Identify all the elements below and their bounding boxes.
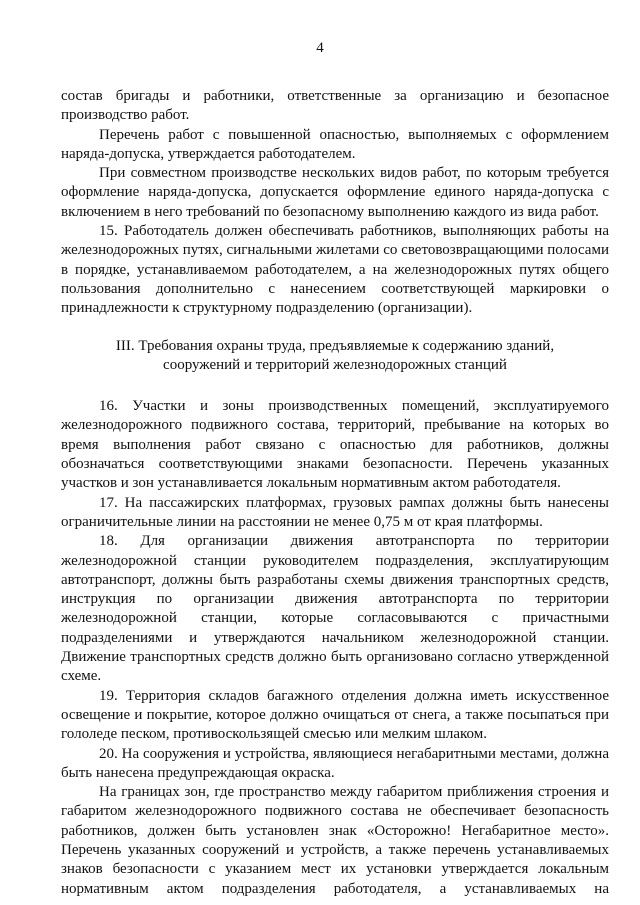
paragraph-joint-works: При совместном производстве нескольких видов работ, по которым требуется оформление наряда-допуска, допускается оформление единого наряда-допуска с включением в него требований по безопасному выполнению каждого из вида работ. xyxy=(61,165,609,220)
paragraph-item-15: 15. Работодатель должен обеспечивать работников, выполняющих работы на железнодорожных путях, сигнальными жилетами со световозвращающими полосами в порядке, устанавливаемом работодателем, а на железнодорожных путях общего пользования дополнительно с нанесением соответствующей маркировки о принадлежности к структурному подразделению (организации). xyxy=(61,223,609,317)
document-body xyxy=(61,87,609,899)
section-heading-line-2: сооружений и территорий железнодорожных станций xyxy=(163,356,507,373)
paragraph-item-17: 17. На пассажирских платформах, грузовых рампах должны быть нанесены ограничительные линии на расстоянии не менее 0,75 м от края платформы. xyxy=(61,494,609,530)
page-number: 4 xyxy=(316,40,324,56)
paragraph-permit-list: Перечень работ с повышенной опасностью, выполняемых с оформлением наряда-допуска, утверждается работодателем. xyxy=(61,126,609,162)
section-heading-line-1: III. Требования охраны труда, предъявляемые к содержанию зданий, xyxy=(115,337,555,354)
paragraph-item-18: 18. Для организации движения автотранспорта по территории железнодорожной станции руководителем подразделения, эксплуатирующим автотранспорт, должны быть разработаны схемы движения транспортных средств, инструкция по организации движения автотранспорта по территории железнодорожной станции, которые согласовываются с причастными подразделениями и утверждаются начальником железнодорожной станции. Движение транспортных средств должно быть организовано согласно утвержденной схеме. xyxy=(61,533,609,685)
section-heading xyxy=(61,337,609,376)
paragraph-zone-borders: На границах зон, где пространство между габаритом приближения строения и габаритом железнодорожного подвижного состава не обеспечивает безопасность работников, должен быть установлен знак «Осторожно! Негабаритное место». Перечень указанных сооружений и устройств, а также перечень устанавливаемых знаков безопасности с указанием мест их установки утверждается локальным нормативным актом подразделения работодателя, а устанавливаемых на xyxy=(61,784,609,897)
paragraph-item-16: 16. Участки и зоны производственных помещений, эксплуатируемого железнодорожного подвижного состава, территорий, пребывание на которых во время выполнения работ связано с опасностью для работников, должны обозначаться соответствующими знаками безопасности. Перечень указанных участков и зон устанавливается локальным нормативным актом работодателя. xyxy=(61,398,609,492)
paragraph-continuation: состав бригады и работники, ответственные за организацию и безопасное производство работ. xyxy=(61,88,609,124)
paragraph-item-20: 20. На сооружения и устройства, являющиеся негабаритными местами, должна быть нанесена предупреждающая окраска. xyxy=(61,745,609,781)
paragraph-item-19: 19. Территория складов багажного отделения должна иметь искусственное освещение и покрытие, которое должно очищаться от снега, а также посыпаться при гололеде песком, противоскользящей смесью или мелким шлаком. xyxy=(61,687,609,743)
